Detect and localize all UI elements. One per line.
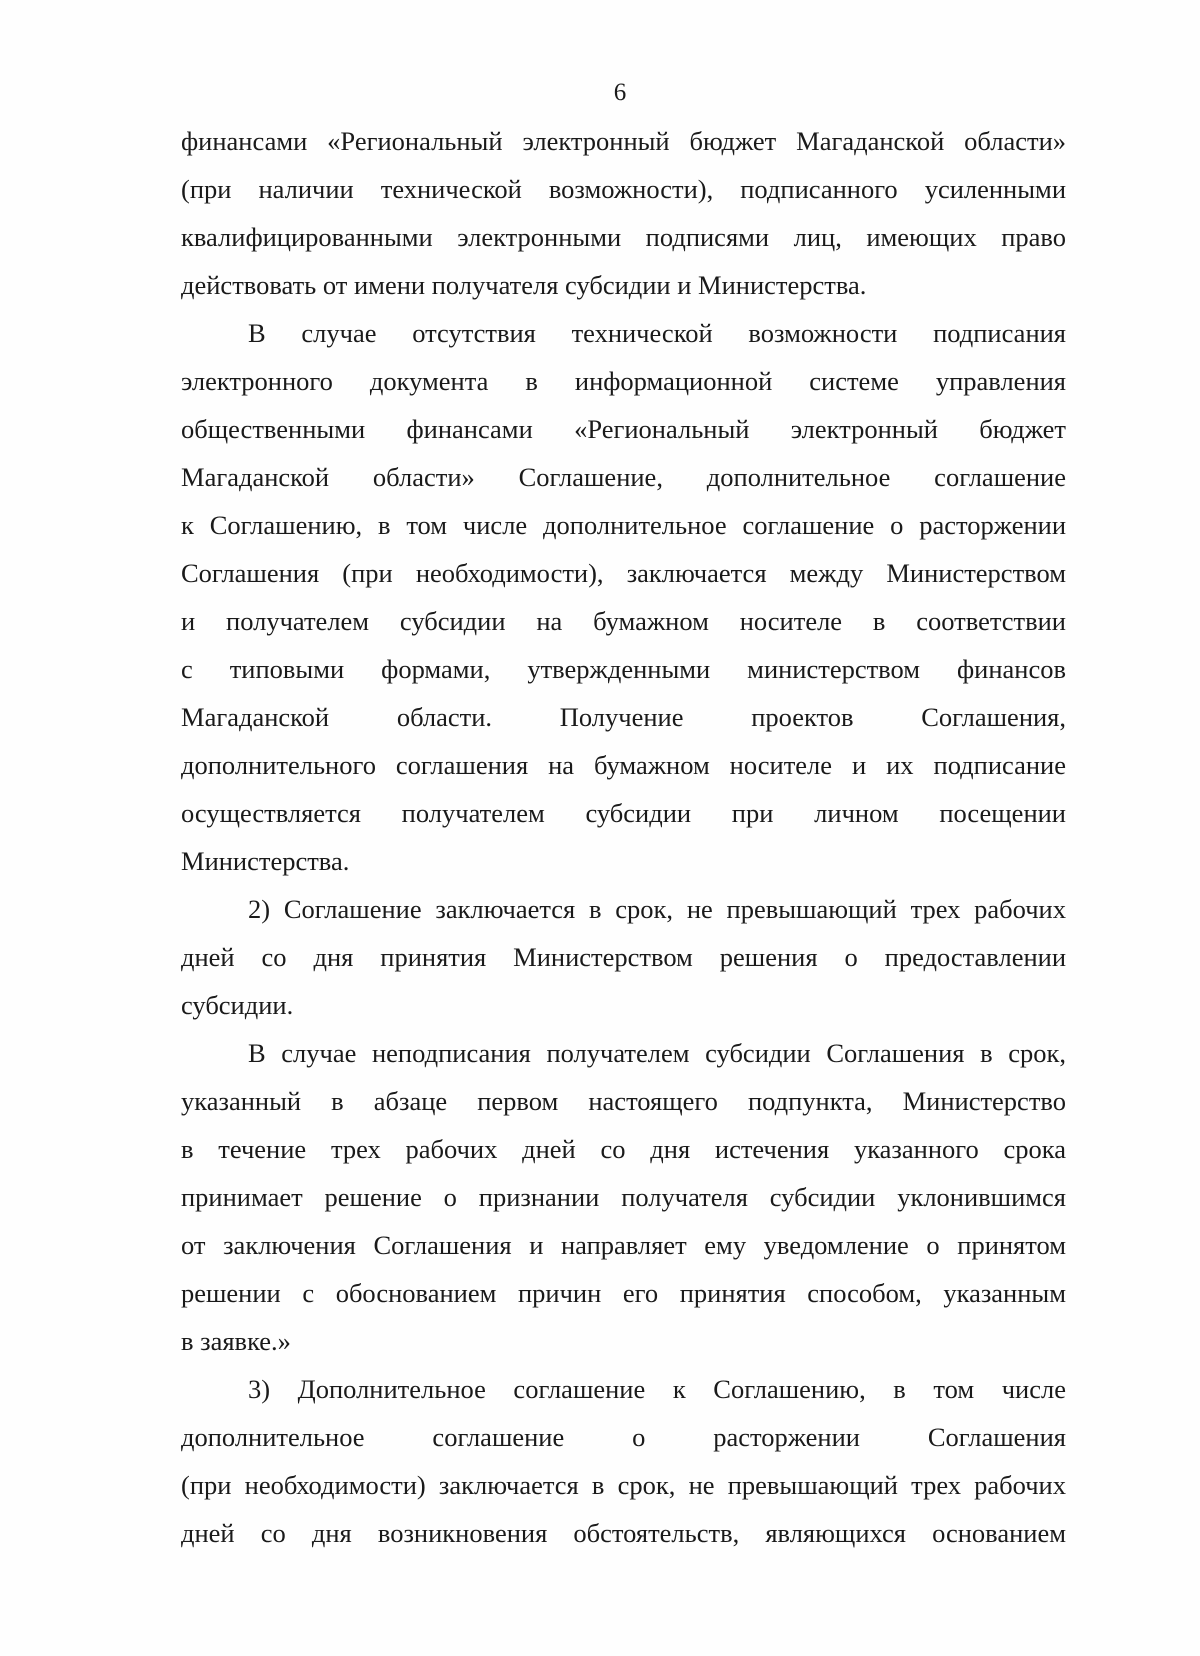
text-line: к Соглашению, в том числе дополнительное соглашение о расторжении [181,510,1066,540]
text-line: Соглашения (при необходимости), заключается между Министерством [181,558,1066,588]
text-line: квалифицированными электронными подписями лиц, имеющих право [181,222,1066,252]
text-line: дней со дня принятия Министерством решения о предоставлении [181,942,1066,972]
paragraph [181,885,1066,1029]
text-line: В случае неподписания получателем субсидии Соглашения в срок, [248,1038,1066,1068]
document-body [181,117,1066,1557]
text-line: дополнительное соглашение о расторжении Соглашения [181,1422,1066,1452]
text-line: субсидии. [181,990,294,1020]
paragraph [181,117,1066,309]
text-line: в течение трех рабочих дней со дня истечения указанного срока [181,1134,1066,1164]
paragraph [181,1029,1066,1365]
text-line: В случае отсутствия технической возможности подписания [248,318,1066,348]
text-line: с типовыми формами, утвержденными министерством финансов [181,654,1066,684]
text-line: 3) Дополнительное соглашение к Соглашению, в том числе [248,1374,1066,1404]
text-line: Магаданской области» Соглашение, дополнительное соглашение [181,462,1066,492]
text-line: 2) Соглашение заключается в срок, не превышающий трех рабочих [248,894,1066,924]
text-line: осуществляется получателем субсидии при личном посещении [181,798,1066,828]
page-number: 6 [613,79,627,106]
text-line: дней со дня возникновения обстоятельств, являющихся основанием [181,1518,1066,1548]
text-line: электронного документа в информационной системе управления [181,366,1066,396]
text-line: (при необходимости) заключается в срок, не превышающий трех рабочих [181,1470,1066,1500]
text-line: действовать от имени получателя субсидии и Министерства. [181,270,867,300]
text-line: и получателем субсидии на бумажном носителе в соответствии [181,606,1066,636]
text-line: Магаданской области. Получение проектов Соглашения, [181,702,1066,732]
text-line: принимает решение о признании получателя субсидии уклонившимся [181,1182,1066,1212]
text-line: от заключения Соглашения и направляет ему уведомление о принятом [181,1230,1066,1260]
text-line: указанный в абзаце первом настоящего подпункта, Министерство [181,1086,1066,1116]
text-line: дополнительного соглашения на бумажном носителе и их подписание [181,750,1066,780]
paragraph [181,309,1066,885]
text-line: Министерства. [181,846,350,876]
paragraph [181,1365,1066,1557]
text-line: финансами «Региональный электронный бюджет Магаданской области» [181,126,1066,156]
text-line: общественными финансами «Региональный электронный бюджет [181,414,1066,444]
text-line: (при наличии технической возможности), подписанного усиленными [181,174,1066,204]
text-line: в заявке.» [181,1326,291,1356]
text-line: решении с обоснованием причин его принятия способом, указанным [181,1278,1066,1308]
